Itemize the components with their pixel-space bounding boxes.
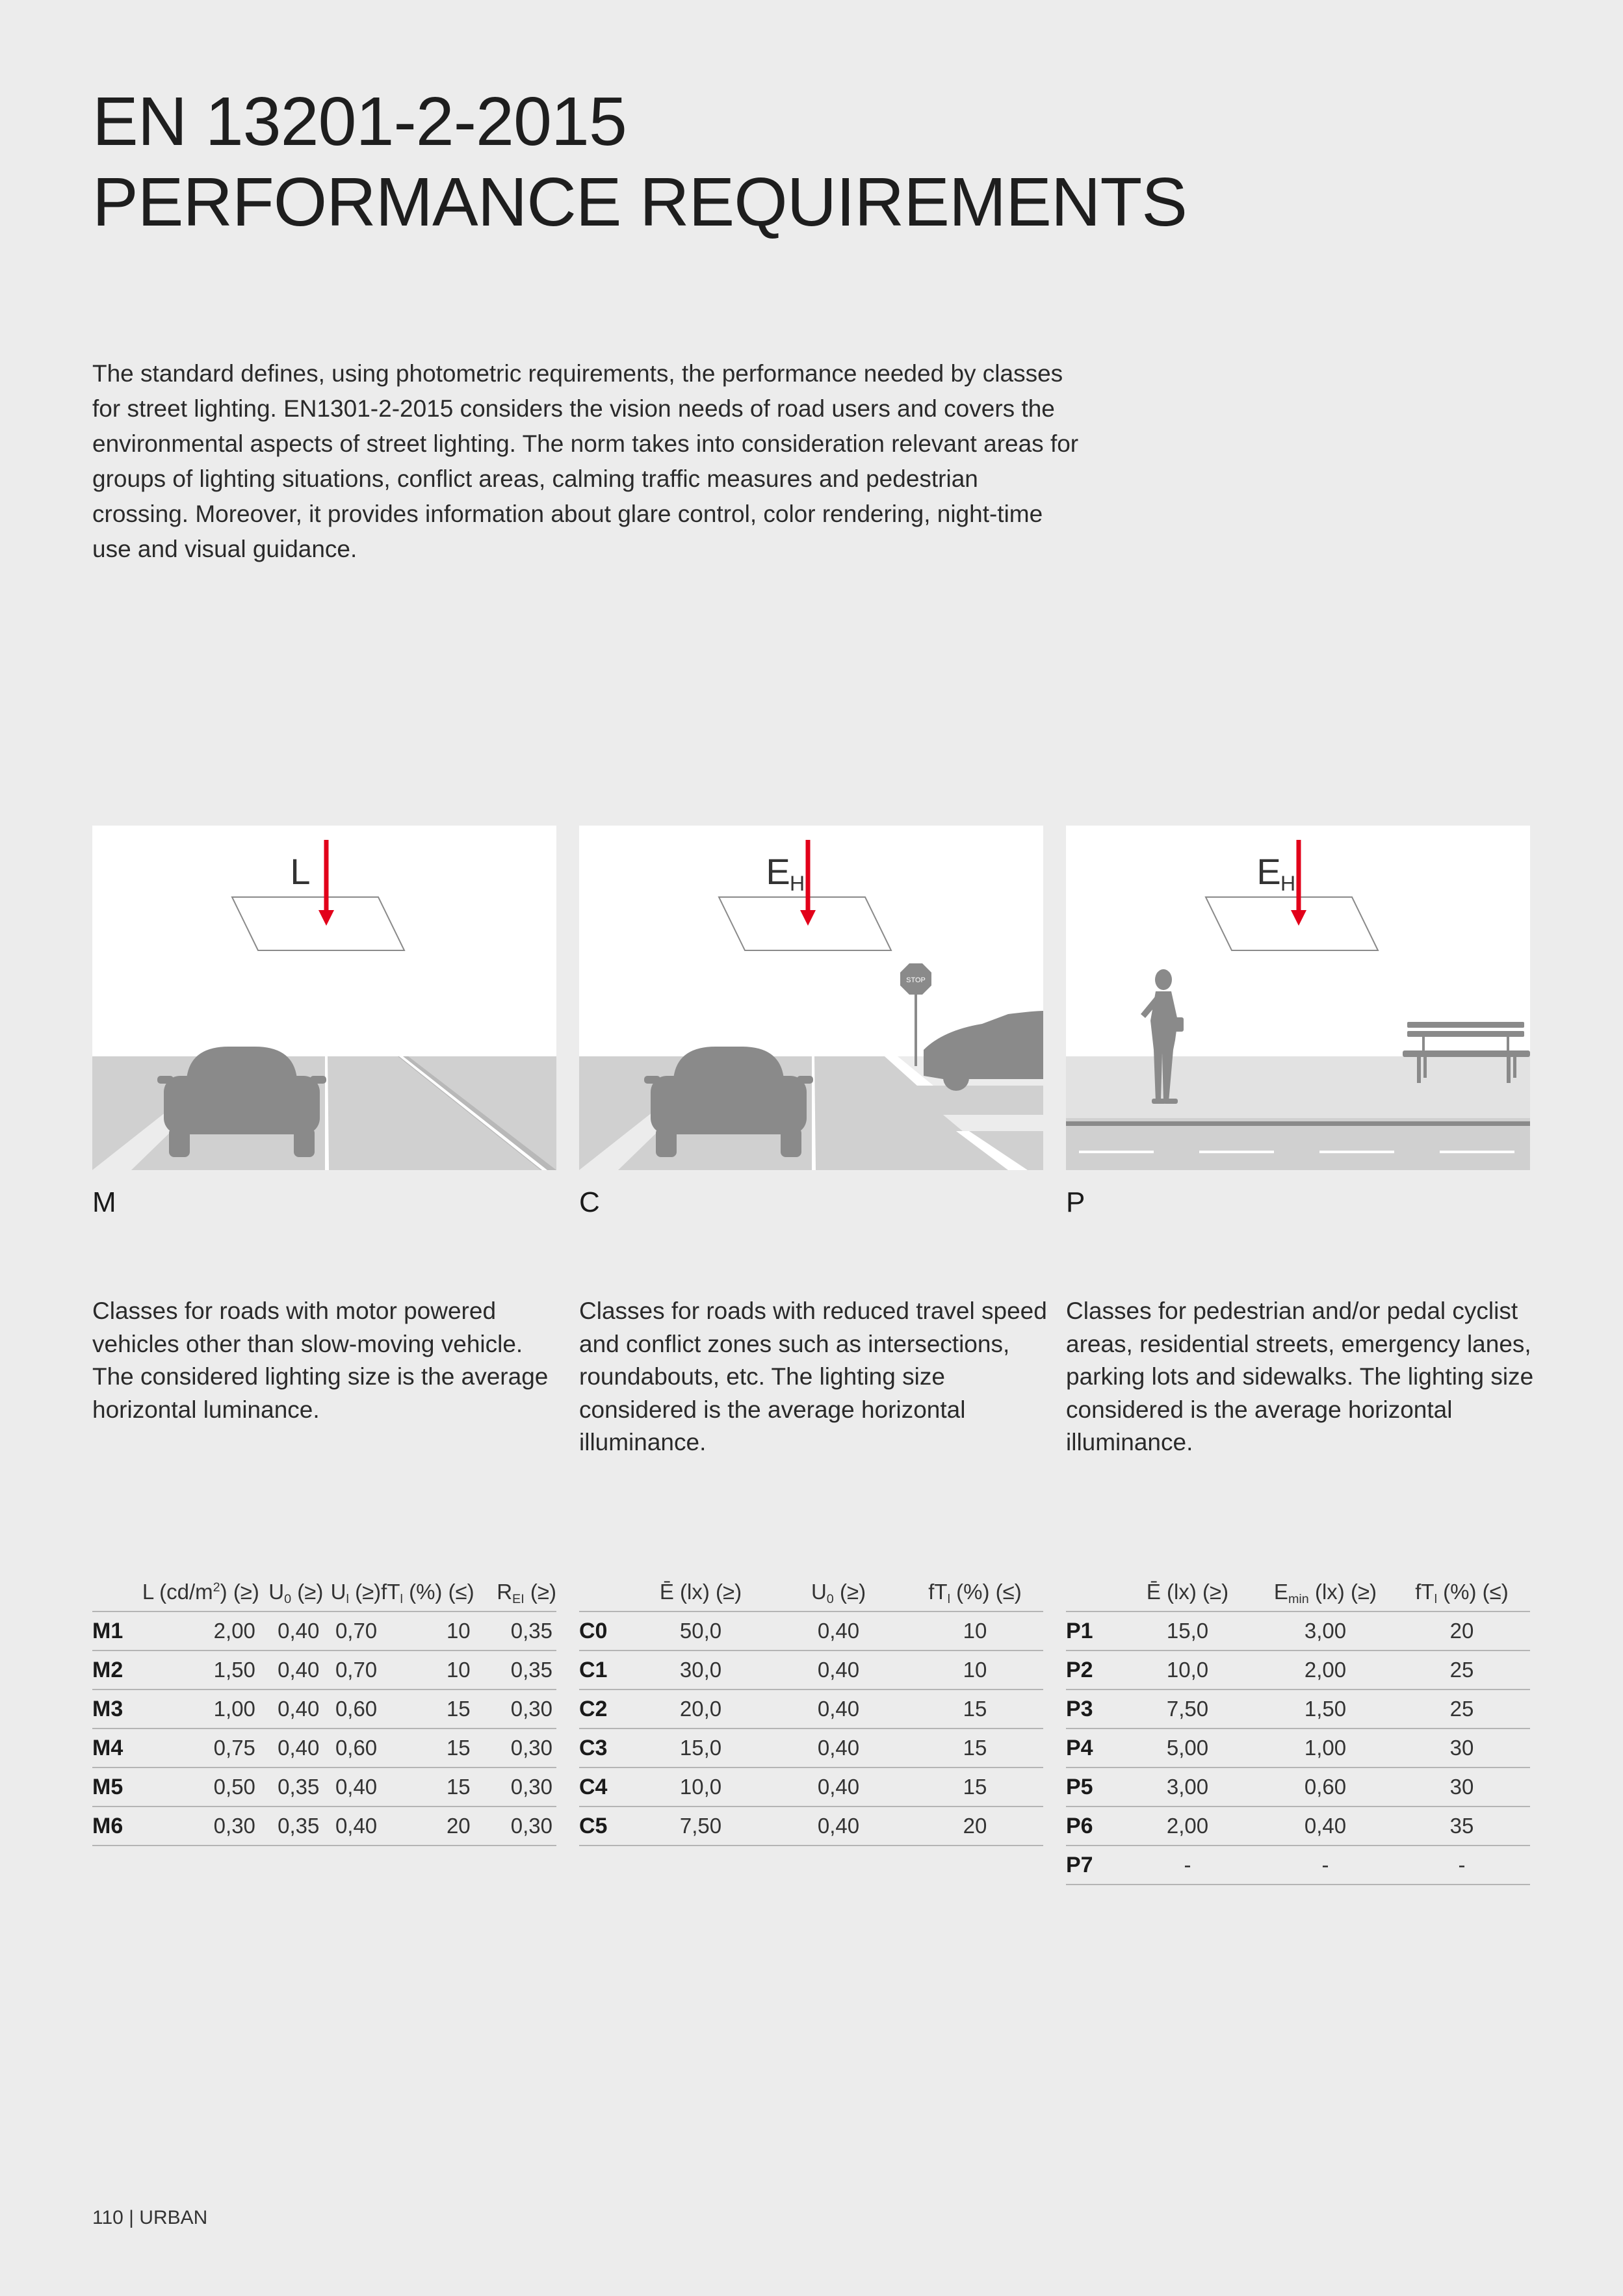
table-cell: 1,00 <box>142 1689 259 1729</box>
metric-label: L <box>290 851 311 892</box>
title-line-2: PERFORMANCE REQUIREMENTS <box>92 164 1187 241</box>
table-row <box>92 1650 556 1689</box>
table-row-class: C5 <box>579 1807 631 1846</box>
class-description-m: Classes for roads with motor powered vehicles other than slow-moving vehicle. The considered lighting size is the average horizontal luminance. <box>92 1298 549 1423</box>
metric-label: E <box>766 851 790 892</box>
table-cell: 10 <box>381 1650 474 1689</box>
table-cell: 0,40 <box>770 1729 907 1768</box>
table-cell: 15 <box>381 1729 474 1768</box>
title-line-1: EN 13201-2-2015 <box>92 83 627 160</box>
table-header-key <box>92 1573 142 1611</box>
table-cell: 25 <box>1394 1650 1530 1689</box>
table-cell: 5,00 <box>1118 1729 1257 1768</box>
ground <box>92 1056 556 1170</box>
table-cell: 0,30 <box>474 1729 556 1768</box>
page-title <box>92 81 1187 242</box>
measure-plane <box>232 897 404 950</box>
light-arrow-head <box>800 910 816 926</box>
table-cell: 0,60 <box>323 1729 381 1768</box>
table-header-row <box>579 1573 1043 1611</box>
table-cell: 30 <box>1394 1729 1530 1768</box>
table-header: $U_0$ (≥) <box>268 1580 324 1606</box>
table-row-class: C1 <box>579 1650 631 1689</box>
table-cell: 3,00 <box>1257 1611 1394 1650</box>
table-row-class: M5 <box>92 1768 142 1807</box>
section-name: URBAN <box>139 2207 208 2228</box>
table-header: Ē (lx) (≥) <box>659 1580 742 1604</box>
lane-dash <box>1079 1151 1154 1153</box>
table-cell: 30,0 <box>631 1650 770 1689</box>
table-cell: 25 <box>1394 1689 1530 1729</box>
table-cell: 2,00 <box>142 1611 259 1650</box>
table-row <box>579 1650 1043 1689</box>
m-class-table <box>92 1573 556 1846</box>
table-cell: 0,40 <box>323 1768 381 1807</box>
table-cell: 15 <box>381 1768 474 1807</box>
table-cell: 0,70 <box>323 1650 381 1689</box>
table-cell: 7,50 <box>631 1807 770 1846</box>
light-arrow-head <box>1291 910 1306 926</box>
table-cell: 0,35 <box>474 1650 556 1689</box>
table-row <box>579 1768 1043 1807</box>
table-row-class: C2 <box>579 1689 631 1729</box>
table-row <box>92 1807 556 1846</box>
class-description-p: Classes for pedestrian and/or pedal cyclist areas, residential streets, emergency lanes, parking lots and sidewalks. The lighting size considered is the average horizontal illuminance. <box>1066 1298 1534 1455</box>
table-row <box>1066 1729 1530 1768</box>
table-cell: 20 <box>1394 1611 1530 1650</box>
table-header-key <box>579 1573 631 1611</box>
table-cell: 20 <box>381 1807 474 1846</box>
table-row <box>1066 1611 1530 1650</box>
class-label-c: C <box>579 1186 600 1218</box>
table-cell: 2,00 <box>1257 1650 1394 1689</box>
curb <box>1066 1121 1530 1126</box>
table-cell: 0,30 <box>474 1807 556 1846</box>
stop-sign-text: STOP <box>906 976 926 984</box>
table-row <box>579 1729 1043 1768</box>
table-cell: 15 <box>381 1689 474 1729</box>
measure-plane <box>719 897 891 950</box>
illustration-p <box>1066 826 1530 1170</box>
table-cell: 0,70 <box>323 1611 381 1650</box>
table-cell: 15 <box>907 1729 1043 1768</box>
table-cell: 3,00 <box>1118 1768 1257 1807</box>
table-header-row <box>92 1573 556 1611</box>
table-cell: 0,60 <box>323 1689 381 1729</box>
table-cell: 0,35 <box>259 1807 323 1846</box>
table-cell: 30 <box>1394 1768 1530 1807</box>
table-row-class: M6 <box>92 1807 142 1846</box>
lane-dash <box>1440 1151 1514 1153</box>
table-row-class: C0 <box>579 1611 631 1650</box>
table-cell: 0,50 <box>142 1768 259 1807</box>
sidewalk <box>1066 1056 1530 1118</box>
table-cell: 10 <box>907 1611 1043 1650</box>
light-arrow-head <box>318 910 334 926</box>
table-cell: - <box>1394 1846 1530 1885</box>
table-cell: 10 <box>381 1611 474 1650</box>
measure-plane <box>1206 897 1378 950</box>
table-cell: 15 <box>907 1689 1043 1729</box>
table-cell: 0,30 <box>474 1689 556 1729</box>
table-row <box>579 1807 1043 1846</box>
table-cell: 50,0 <box>631 1611 770 1650</box>
table-cell: 0,35 <box>474 1611 556 1650</box>
table-row-class: P4 <box>1066 1729 1118 1768</box>
class-label-m: M <box>92 1186 116 1218</box>
class-description-c: Classes for roads with reduced travel speed and conflict zones such as intersections, roundabouts, etc. The lighting size considered is the average horizontal illuminance. <box>579 1298 1047 1455</box>
lane-dash <box>1319 1151 1394 1153</box>
table-row <box>1066 1689 1530 1729</box>
table-cell: 0,40 <box>770 1768 907 1807</box>
table-header-row <box>1066 1573 1530 1611</box>
table-cell: 10,0 <box>631 1768 770 1807</box>
table-cell: - <box>1118 1846 1257 1885</box>
table-cell: 0,60 <box>1257 1768 1394 1807</box>
table-header: $U_l$ (≥) <box>330 1580 382 1606</box>
table-cell: 15,0 <box>631 1729 770 1768</box>
table-row <box>92 1768 556 1807</box>
table-row <box>579 1611 1043 1650</box>
table-cell: 1,50 <box>1257 1689 1394 1729</box>
lane-dash <box>1199 1151 1274 1153</box>
metric-label: E <box>1256 851 1281 892</box>
table-row-class: M2 <box>92 1650 142 1689</box>
table-header: $E_{min}$ (lx) (≥) <box>1273 1580 1377 1606</box>
table-cell: 7,50 <box>1118 1689 1257 1729</box>
table-cell: 15 <box>907 1768 1043 1807</box>
table-cell: 1,00 <box>1257 1729 1394 1768</box>
page-number: 110 <box>92 2207 123 2228</box>
table-row-class: P6 <box>1066 1807 1118 1846</box>
table-header: $fT_l$ (%) (≤) <box>381 1580 474 1606</box>
table-cell: 20 <box>907 1807 1043 1846</box>
class-label-p: P <box>1066 1186 1085 1218</box>
metric-label-sub: H <box>1280 872 1296 895</box>
metric-label-sub: H <box>790 872 805 895</box>
table-cell: 10,0 <box>1118 1650 1257 1689</box>
table-cell: 0,40 <box>770 1650 907 1689</box>
table-cell: 20,0 <box>631 1689 770 1729</box>
table-row <box>1066 1807 1530 1846</box>
table-header: Ē (lx) (≥) <box>1146 1580 1229 1604</box>
table-row-class: M4 <box>92 1729 142 1768</box>
table-cell: 0,30 <box>474 1768 556 1807</box>
table-cell: 35 <box>1394 1807 1530 1846</box>
table-row <box>1066 1650 1530 1689</box>
table-cell: 0,40 <box>259 1729 323 1768</box>
table-cell: 0,40 <box>259 1689 323 1729</box>
table-header: $U_0$ (≥) <box>811 1580 866 1606</box>
table-row-class: M1 <box>92 1611 142 1650</box>
table-row-class: P2 <box>1066 1650 1118 1689</box>
table-cell: 0,40 <box>259 1611 323 1650</box>
table-cell: 2,00 <box>1118 1807 1257 1846</box>
table-row-class: P7 <box>1066 1846 1118 1885</box>
table-row-class: C3 <box>579 1729 631 1768</box>
p-class-table <box>1066 1573 1530 1885</box>
intro-paragraph: The standard defines, using photometric requirements, the performance needed by classes for street lighting. EN1301-2-2015 considers the vision needs of road users and covers the environmental aspects of street lighting. The norm takes into consideration relevant areas for groups of lighting situations, conflict areas, calming traffic measures and pedestrian crossing. Moreover, it provides information about glare control, color rendering, night-time use and visual guidance. <box>92 360 1079 562</box>
table-header: $fT_l$ (%) (≤) <box>928 1580 1022 1606</box>
table-row-class: M3 <box>92 1689 142 1729</box>
table-header: L $(cd/m^2)$ (≥) <box>142 1580 259 1604</box>
table-cell: 10 <box>907 1650 1043 1689</box>
table-cell: 1,50 <box>142 1650 259 1689</box>
table-cell: 0,40 <box>323 1807 381 1846</box>
table-row-class: P3 <box>1066 1689 1118 1729</box>
table-header: $fT_l$ (%) (≤) <box>1415 1580 1509 1606</box>
table-cell: 0,40 <box>770 1689 907 1729</box>
table-row <box>1066 1768 1530 1807</box>
c-class-table <box>579 1573 1043 1846</box>
table-cell: 0,75 <box>142 1729 259 1768</box>
illustration-c <box>579 826 1043 1170</box>
table-row <box>92 1611 556 1650</box>
page-footer: 110 | URBAN <box>92 2207 208 2228</box>
table-row-class: P1 <box>1066 1611 1118 1650</box>
table-cell: - <box>1257 1846 1394 1885</box>
table-cell: 0,40 <box>770 1611 907 1650</box>
table-cell: 0,40 <box>770 1807 907 1846</box>
table-row <box>92 1689 556 1729</box>
table-cell: 0,35 <box>259 1768 323 1807</box>
table-cell: 0,40 <box>259 1650 323 1689</box>
illustration-m <box>92 826 556 1170</box>
table-cell: 0,40 <box>1257 1807 1394 1846</box>
table-header-key <box>1066 1573 1118 1611</box>
table-row <box>92 1729 556 1768</box>
table-cell: 0,30 <box>142 1807 259 1846</box>
table-header: $R_{EI}$ (≥) <box>497 1580 556 1606</box>
parked-car-icon <box>924 1011 1043 1091</box>
table-row <box>579 1689 1043 1729</box>
table-cell: 15,0 <box>1118 1611 1257 1650</box>
table-row-class: P5 <box>1066 1768 1118 1807</box>
table-row-class: C4 <box>579 1768 631 1807</box>
table-row <box>1066 1846 1530 1885</box>
